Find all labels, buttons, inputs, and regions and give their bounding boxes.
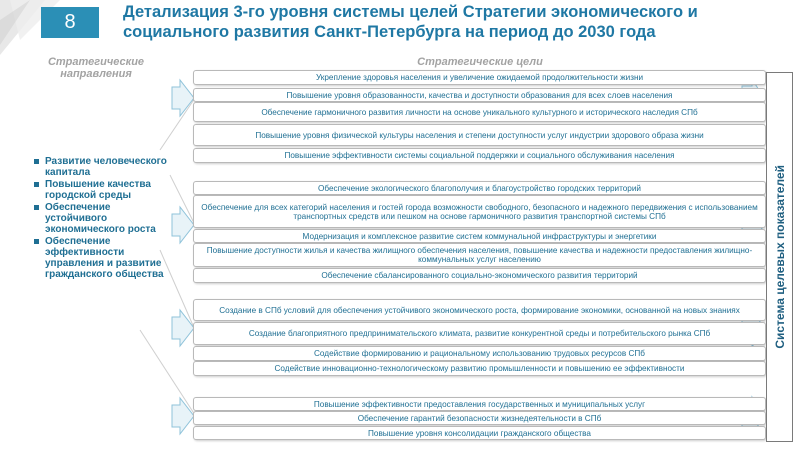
group-arrow <box>172 207 194 243</box>
goal-box: Обеспечение гармоничного развития личности на основе уникального культурного и исторического наследия СПб <box>193 102 766 122</box>
indicators-box <box>766 72 793 442</box>
goal-box: Повышение уровня образованности, качества и доступности образования для всех слоев населения <box>193 88 766 102</box>
goal-box: Создание благоприятного предпринимательского климата, развитие конкурентной среды и потребительского рынка СПб <box>193 322 766 345</box>
group-arrow <box>172 398 194 434</box>
goal-box: Обеспечение для всех категорий населения и гостей города возможности свободного, безопасного и надежного передвижения с использованием транспортных средств или пешком на основе гармоничного развития транспортной системы СПб <box>193 195 766 228</box>
group-arrow <box>172 80 194 116</box>
connector-line <box>140 330 195 415</box>
goal-box: Повышение уровня консолидации гражданского общества <box>193 426 766 440</box>
goal-box: Обеспечение сбалансированного социально-экономического развития территорий <box>193 268 766 283</box>
group-arrow <box>172 310 194 346</box>
goal-box: Создание в СПб условий для обеспечения устойчивого экономического роста, формирование экономики, основанной на новых знаниях <box>193 299 766 321</box>
direction-item: Повышение качества городской среды <box>30 179 170 201</box>
slide-number: 8 <box>41 7 99 38</box>
goal-box: Укрепление здоровья населения и увеличение ожидаемой продолжительности жизни <box>193 70 766 85</box>
directions-header: Стратегические направления <box>47 56 145 80</box>
direction-item: Развитие человеческого капитала <box>30 156 170 178</box>
goal-box: Повышение доступности жилья и качества жилищного обеспечения населения, повышение качества и надежности предоставления жилищно-коммунальных услуг населению <box>193 243 766 267</box>
direction-item: Обеспечение устойчивого экономического роста <box>30 202 170 235</box>
goal-box: Повышение эффективности предоставления государственных и муниципальных услуг <box>193 397 766 411</box>
goal-box: Модернизация и комплексное развитие систем коммунальной инфраструктуры и энергетики <box>193 229 766 243</box>
goal-box: Содействие формированию и рациональному использованию трудовых ресурсов СПб <box>193 346 766 361</box>
goal-box: Содействие инновационно-технологическому развитию промышленности и повышению ее эффективности <box>193 361 766 376</box>
goal-box: Обеспечение экологического благополучия и благоустройство городских территорий <box>193 181 766 195</box>
indicators-label: Система целевых показателей <box>772 165 787 349</box>
goals-header: Стратегические цели <box>417 56 543 68</box>
direction-item: Обеспечение эффективности управления и развитие гражданского общества <box>30 236 170 280</box>
goal-box: Обеспечение гарантий безопасности жизнедеятельности в СПб <box>193 411 766 425</box>
goal-box: Повышение эффективности системы социальной поддержки и социального обслуживания населения <box>193 148 766 163</box>
slide-title: Детализация 3-го уровня системы целей Стратегии экономического и социального развития Санкт-Петербурга на период до 2030 года <box>123 3 698 41</box>
goal-box: Повышение уровня физической культуры населения и степени доступности услуг индустрии здорового образа жизни <box>193 124 766 146</box>
